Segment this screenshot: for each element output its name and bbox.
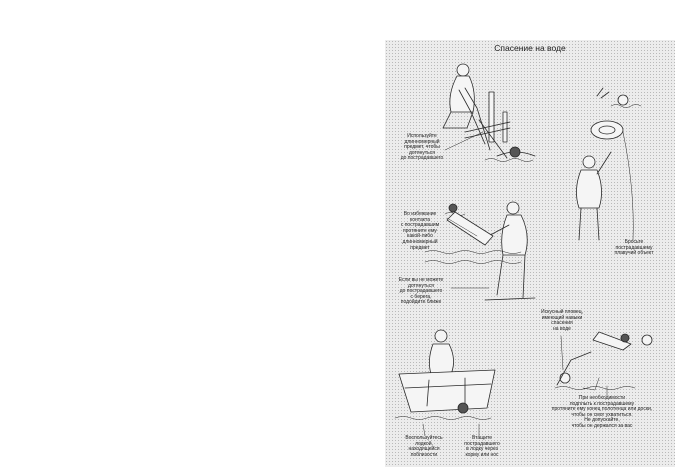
kneeling-rescuer-illustration	[443, 64, 535, 162]
caption-pull-into-boat: Втащите пострадавшего в лодку через корму или нос	[464, 435, 500, 458]
caption-avoid-contact: Во избежание контакта с пострадавшим протяните ему какой-либо длинномерный предмет	[400, 211, 440, 251]
rescue-instruction-page	[385, 40, 675, 467]
ring-buoy-illustration	[576, 88, 641, 240]
caption-throw-float: Бросьте пострадавшему плавучий объект	[614, 239, 654, 257]
boat-rescue-illustration	[395, 330, 495, 420]
caption-wade-closer: Если вы не можете дотянуться до пострадавшего с берега, подойдите ближе	[398, 277, 444, 306]
caption-use-pole: Используйте длинномерный предмет, чтобы дотянуться до пострадавшего	[400, 133, 444, 162]
caption-skilled-swimmer: Искусный пловец, имеющий навыки спасения на воде	[541, 309, 583, 332]
caption-use-boat: Воспользуйтесь лодкой, находящейся поблизости	[405, 435, 443, 458]
swimmer-towel-illustration	[555, 332, 652, 390]
caption-extend-towel: При необходимости подплыть к пострадавшему протяните ему конец полотенца или доски, чтобы он смог ухватиться. Не допускайте, чтобы он держался за вас	[551, 395, 653, 429]
page-title: Спасение на воде	[494, 43, 566, 53]
